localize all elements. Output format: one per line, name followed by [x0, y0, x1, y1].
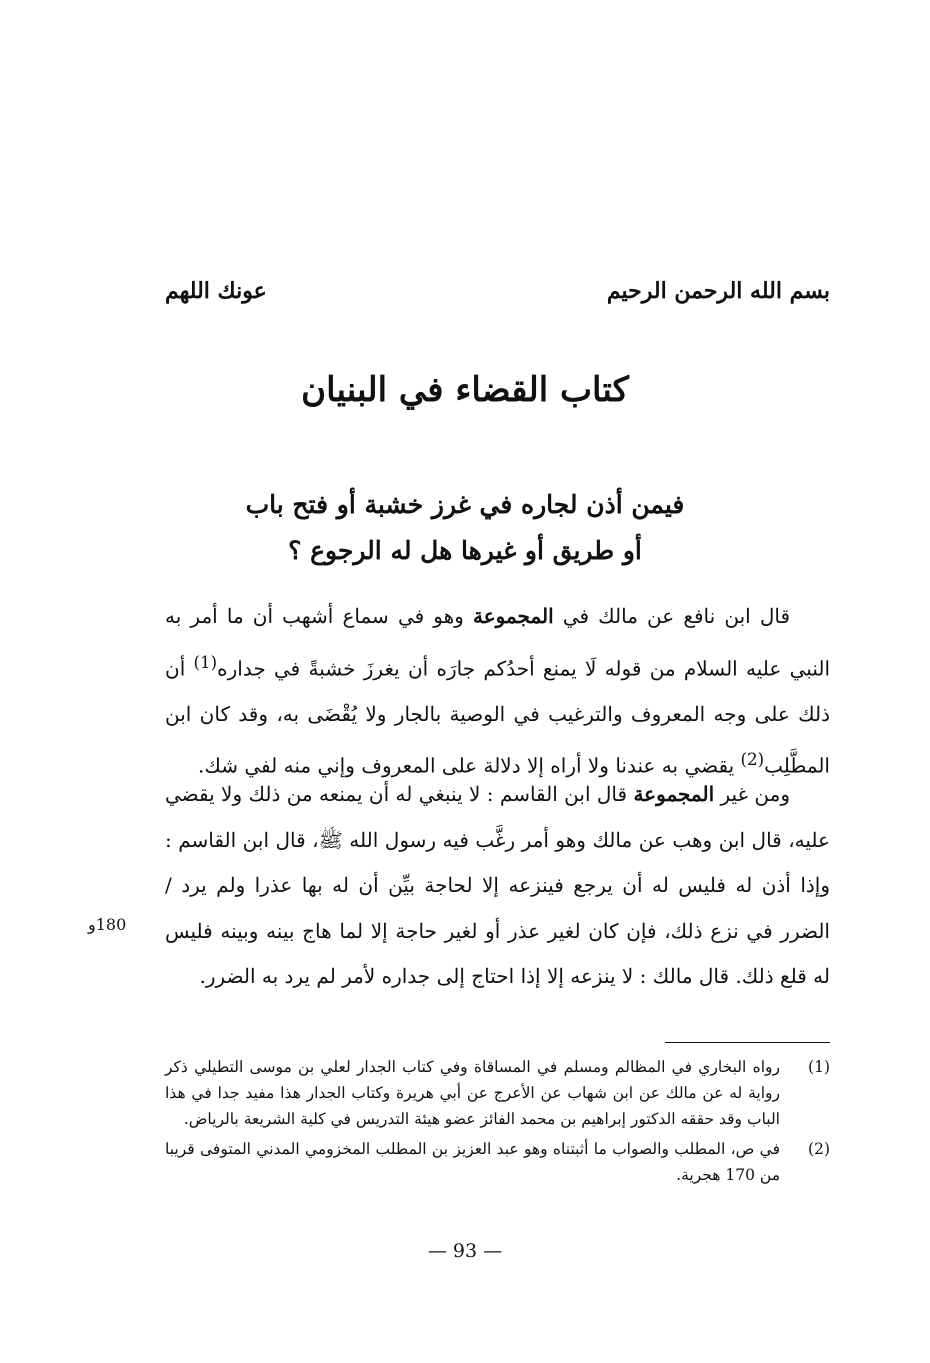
- paragraph-2: [165, 772, 830, 1000]
- p2-bold-term: المجموعة: [633, 782, 715, 806]
- chapter-heading: [200, 482, 730, 574]
- p2-text-start: ومن غير: [720, 782, 791, 806]
- footnote-marker-2[interactable]: (2): [740, 750, 765, 770]
- book-title: كتاب القضاء في البنيان: [301, 370, 629, 410]
- footnote-number: (1): [808, 1058, 830, 1076]
- p1-bold-term: المجموعة: [472, 604, 554, 628]
- basmala: بسم الله الرحمن الرحيم: [606, 278, 830, 304]
- p1-text-start: قال ابن نافع عن مالك في: [562, 604, 791, 628]
- p1-text-main: وهو في سماع أشهب أن ما أمر به النبي عليه السلام من قوله لَا يمنع أحدُكم جارَه أن يغرزَ خشبةً في جداره: [165, 604, 831, 681]
- footnote-marker-1[interactable]: (1): [193, 652, 218, 672]
- invocation: عونك اللهم: [165, 278, 267, 304]
- p1-text-end: يقضي به عندنا ولا أراه إلا دلالة على المعروف وإني منه لفي شك.: [198, 753, 735, 778]
- p2-text-main: قال ابن القاسم : لا ينبغي له أن يمنعه من ذلك ولا يقضي عليه، قال ابن وهب عن مالك وهو أمر رغَّب فيه رسول الله ﷺ، قال ابن القاسم : وإذا أذن له فليس له أن يرجع فينزعه إلا لحاجة بيِّن أن له بها عذرا ولم يرد / الضرر في نزع ذلك، فإن كان لغير عذر أو لغير حاجة إلا لما هاج بينه وبينه فليس له قلع ذلك. قال مالك : لا ينزعه إلا إذا احتاج إلى جداره لأمر لم يرد به الضرر.: [165, 782, 830, 988]
- footnote-number: (2): [808, 1140, 830, 1158]
- footnote-2: [165, 1136, 830, 1188]
- chapter-heading-line-1: فيمن أذن لجاره في غرز خشبة أو فتح باب: [245, 490, 685, 519]
- paragraph-1: [165, 594, 830, 789]
- page-number: — 93 —: [427, 1240, 503, 1262]
- footnotes: [165, 1054, 830, 1192]
- p1-text-middle: أن ذلك على وجه المعروف والترغيب في الوصية بالجار ولا يُقْضَى به، وقد كان ابن المطَّلِب: [165, 656, 830, 778]
- folio-margin-note: 180و: [88, 915, 127, 934]
- footnote-1: [165, 1054, 830, 1132]
- footnote-text: رواه البخاري في المظالم ومسلم في المساقاة وفي كتاب الجدار لعلي بن موسى التطيلي ذكر رواية له عن مالك عن ابن شهاب عن الأعرج عن أبي هريرة وكتاب الجدار هذا مفيد جدا في هذا الباب وقد حققه الدكتور إبراهيم بن محمد الفائز عضو هيئة التدريس في كلية الشريعة بالرياض.: [165, 1058, 780, 1128]
- footnote-text: في ص، المطلب والصواب ما أثبتناه وهو عبد العزيز بن المطلب المخزومي المدني المتوفى قريبا من 170 هجرية.: [165, 1140, 780, 1184]
- chapter-heading-line-2: أو طريق أو غيرها هل له الرجوع ؟: [288, 536, 642, 565]
- footnote-divider: [665, 1042, 830, 1043]
